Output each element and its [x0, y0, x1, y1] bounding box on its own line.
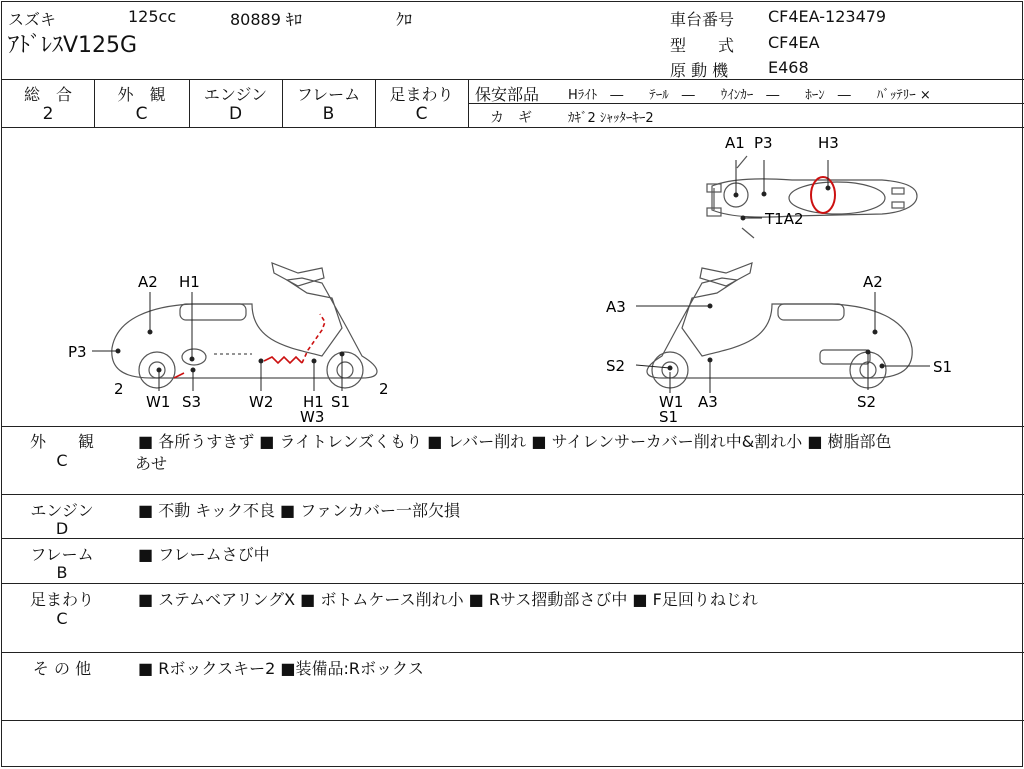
label-w3-left: W3 — [300, 408, 325, 426]
label-h3-top: H3 — [818, 134, 839, 152]
damage-diagram — [2, 128, 1022, 426]
label-s1b-right: S1 — [659, 408, 679, 426]
grade-total-label: 総 合 — [23, 85, 72, 104]
note-label-exterior: 外 観 — [29, 432, 94, 451]
label-s1-right: S1 — [933, 358, 953, 376]
label-a1-top: A1 — [725, 134, 745, 152]
note-text-other: ■ Rボックスキー2 ■装備品:Rボックス — [138, 659, 424, 678]
label-s2-right: S2 — [606, 357, 626, 375]
safety-items: Hﾗｲﾄ ― ﾃｰﾙ ― ｳｲﾝｶｰ ― ﾎｰﾝ ― ﾊﾞｯﾃﾘｰ × — [568, 88, 931, 103]
note-label-frame: フレーム — [30, 545, 94, 564]
label-s2b-right: S2 — [857, 393, 877, 411]
note-grade-frame: B — [56, 563, 68, 582]
note-text-suspension: ■ ステムベアリングX ■ ボトムケース削れ小 ■ Rサス摺動部さび中 ■ F足回りねじれ — [138, 590, 758, 609]
grade-engine-value: D — [228, 104, 243, 124]
engine-value: E468 — [768, 58, 809, 77]
divider — [2, 79, 1024, 80]
label-h1b-left: H1 — [303, 393, 324, 411]
mileage: 80889 ｷﾛ — [230, 10, 302, 29]
label-h1-left: H1 — [179, 273, 200, 291]
label-t1a2-top: T1A2 — [765, 210, 804, 228]
note-label-other: そ の 他 — [32, 659, 92, 678]
safety-title: 保安部品 — [475, 85, 540, 104]
model-name: ｱﾄﾞﾚｽV125G — [8, 33, 138, 58]
label-p3-left: P3 — [68, 343, 87, 361]
inspection-sheet — [1, 1, 1023, 767]
label-w2-left: W2 — [249, 393, 274, 411]
grade-suspension-value: C — [415, 104, 428, 124]
damage-mark — [264, 357, 302, 363]
maker: スズキ — [8, 10, 57, 29]
label-a2-left: A2 — [138, 273, 158, 291]
divider — [468, 103, 1024, 104]
type-label: 型 式 — [670, 36, 735, 55]
divider — [2, 583, 1024, 584]
grade-frame-value: B — [322, 104, 335, 124]
note-grade-exterior: C — [56, 451, 68, 470]
chassis-value: CF4EA-123479 — [768, 7, 887, 26]
grade-suspension-label: 足まわり — [389, 85, 454, 104]
note-label-engine: エンジン — [30, 501, 94, 520]
divider — [468, 79, 469, 127]
divider — [2, 538, 1024, 539]
note-label-suspension: 足まわり — [29, 590, 94, 609]
displacement: 125cc — [128, 7, 177, 26]
key-value: ｶｷﾞ2 ｼｬｯﾀｰｷｰ2 — [568, 111, 654, 126]
label-2-left: 2 — [114, 380, 124, 398]
divider — [2, 652, 1024, 653]
note-grade-suspension: C — [56, 609, 68, 628]
label-s3-left: S3 — [182, 393, 202, 411]
label-p3-top: P3 — [754, 134, 773, 152]
engine-label: 原 動 機 — [670, 61, 729, 80]
divider — [2, 426, 1024, 427]
type-value: CF4EA — [768, 33, 820, 52]
label-2b-left: 2 — [379, 380, 389, 398]
label-a3-right: A3 — [606, 298, 626, 316]
color: ｸﾛ — [396, 10, 413, 29]
grade-total-value: 2 — [42, 104, 54, 124]
grade-frame-label: フレーム — [296, 85, 361, 104]
left-view-leaders — [92, 292, 344, 391]
label-a2-right: A2 — [863, 273, 883, 291]
note-text-exterior-cont: あせ — [135, 454, 168, 473]
note-grade-engine: D — [55, 519, 69, 538]
grade-engine-label: エンジン — [203, 85, 268, 104]
label-w1-left: W1 — [146, 393, 171, 411]
note-text-frame: ■ フレームさび中 — [138, 545, 270, 564]
chassis-label: 車台番号 — [670, 10, 735, 29]
divider — [2, 494, 1024, 495]
note-text-engine: ■ 不動 キック不良 ■ ファンカバー一部欠損 — [138, 501, 460, 520]
damage-mark — [174, 373, 184, 378]
label-s1-left: S1 — [331, 393, 351, 411]
divider — [2, 720, 1024, 721]
grade-exterior-value: C — [135, 104, 148, 124]
label-w1-right: W1 — [659, 393, 684, 411]
label-a3b-right: A3 — [698, 393, 718, 411]
note-text-exterior: ■ 各所うすきず ■ ライトレンズくもり ■ レバー削れ ■ サイレンサーカバー削れ中&割れ小 ■ 樹脂部色 — [138, 432, 892, 451]
key-label: カ ギ — [490, 110, 532, 126]
grade-exterior-label: 外 観 — [117, 85, 166, 104]
